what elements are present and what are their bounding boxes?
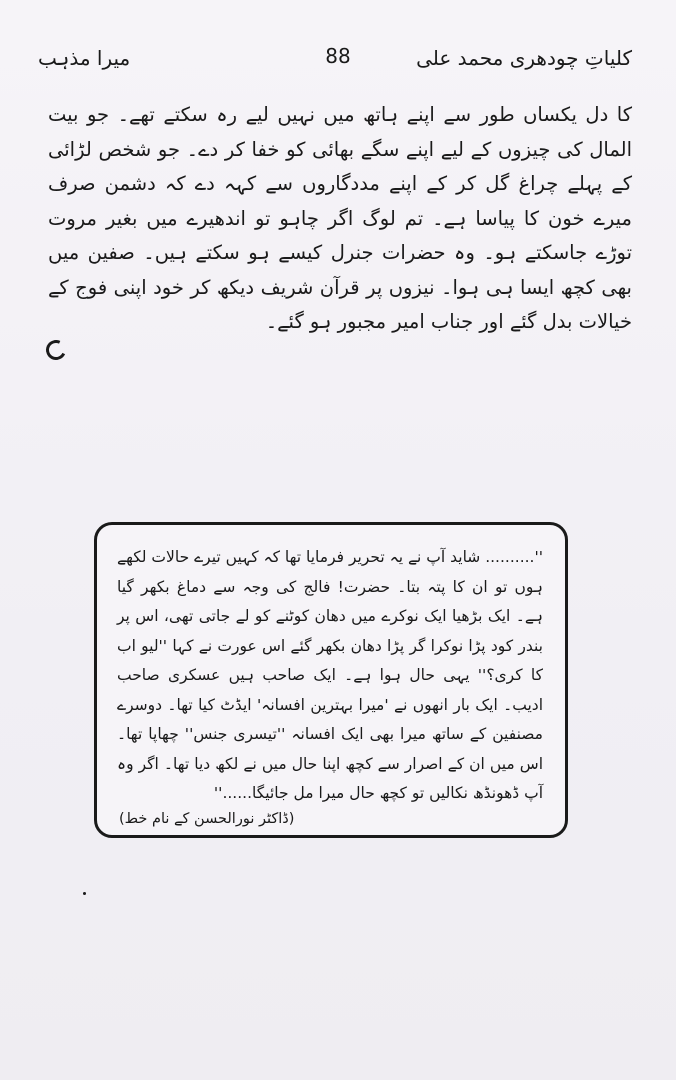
quote-signature: (ڈاکٹر نورالحسن کے نام خط) — [119, 811, 295, 827]
body-text — [48, 98, 632, 340]
chapter-title: میرا مذہب — [38, 46, 131, 70]
body-paragraph: کا دل یکساں طور سے اپنے ہاتھ میں نہیں لیے رہ سکتے تھے۔ جو بیت المال کی چیزوں کے لیے اپنے سگے بھائی کو خفا کر دے۔ جو شخص لڑائی کے پہلے چراغ گل کر کے اپنے مددگاروں سے کہہ دے کہ دشمن صرف میرے خون کا پیاسا ہے۔ تم لوگ اگر چاہو تو اندھیرے میں بغیر مروت توڑے جاسکتے ہو۔ وہ حضرات جنرل کیسے ہو سکتے ہیں۔ صفین میں بھی کچھ ایسا ہی ہوا۔ نیزوں پر قرآن شریف دیکھ کر خود اپنی فوج کے خیالات بدل گئے اور جناب امیر مجبور ہو گئے۔ — [48, 103, 632, 333]
section-end-circle-icon — [43, 337, 69, 363]
page-header — [38, 42, 638, 82]
quote-paragraph: ''.......... شاید آپ نے یہ تحریر فرمایا تھا کہ کہیں تیرے حالات لکھے ہوں تو ان کا پتہ بتا۔ حضرت! فالج کی وجہ سے دماغ بکھر گیا ہے۔ ایک بڑھیا ایک نوکرے میں دھان کوٹنے کو لے جاتی تھی، اس پر بندر کود پڑا نوکرا گر پڑا دھان بکھر گئے اس عورت نے کہا ''لیو اب کا کری؟'' یہی حال ہوا ہے۔ ایک صاحب ہیں عسکری صاحب ادیب۔ ایک بار انھوں نے 'میرا بہترین افسانہ' ایڈٹ کیا تھا۔ دوسرے مصنفین کے ساتھ میرا بھی ایک افسانہ ''تیسری جنس'' چھاپا تھا۔ اس میں ان کے اصرار سے کچھ اپنا حال میں نے لکھ دیا تھا۔ اگر وہ آپ ڈھونڈھ نکالیں تو کچھ حال میرا مل جائیگا......'' — [117, 548, 543, 802]
book-title: کلیاتِ چودھری محمد علی — [416, 46, 632, 70]
ink-speck — [83, 892, 86, 895]
quote-text — [117, 543, 543, 809]
page-number: 88 — [325, 44, 351, 68]
quote-box — [94, 522, 568, 838]
